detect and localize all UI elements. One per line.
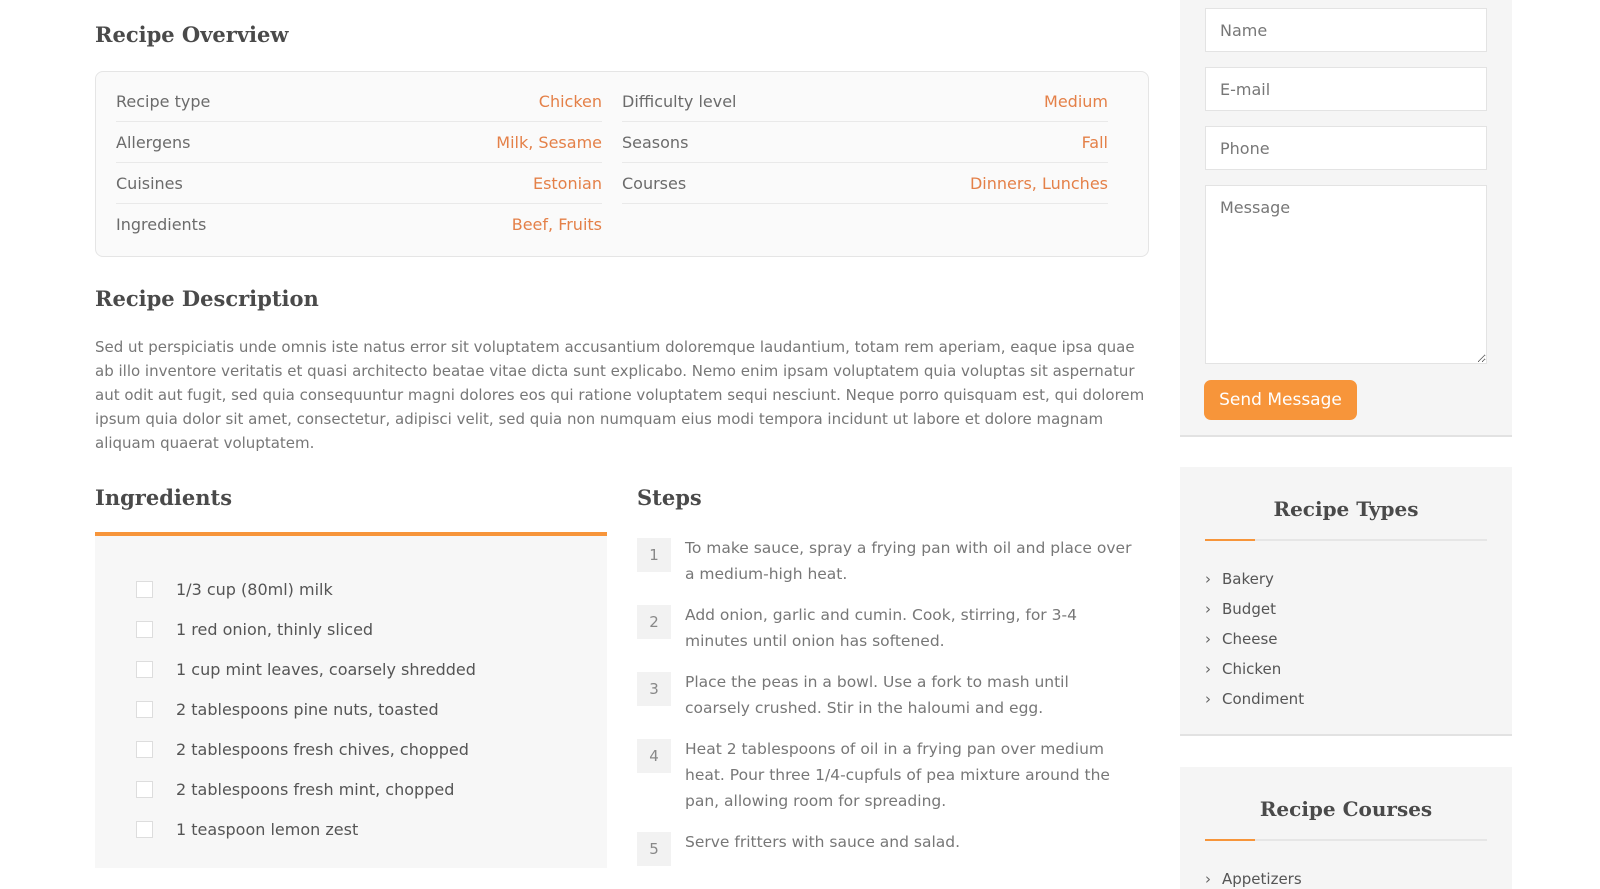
contact-form-widget: [1180, 0, 1512, 437]
overview-value[interactable]: Estonian: [532, 173, 602, 193]
recipe-course-link[interactable]: [1205, 864, 1512, 889]
widget-divider: [1205, 539, 1487, 541]
ingredient-label: 1/3 cup (80ml) milk: [176, 579, 333, 599]
recipe-type-link[interactable]: [1205, 684, 1512, 714]
step-number: 5: [637, 832, 671, 866]
phone-field[interactable]: [1205, 126, 1487, 170]
ingredient-label: 2 tablespoons fresh chives, chopped: [176, 739, 469, 759]
ingredient-checkbox[interactable]: [136, 781, 153, 798]
ingredient-checkbox[interactable]: [136, 661, 153, 678]
step-text: Heat 2 tablespoons of oil in a frying pan over medium heat. Pour three 1/4-cupfuls of pea mixture around the pan, allowing room for spreading.: [685, 740, 1110, 810]
overview-label: Difficulty level: [622, 91, 737, 111]
ingredient-item: [136, 689, 476, 729]
recipe-type-label: Chicken: [1222, 660, 1282, 678]
send-message-button[interactable]: Send Message: [1204, 380, 1357, 420]
step-item: [637, 736, 1137, 814]
ingredient-label: 2 tablespoons fresh mint, chopped: [176, 779, 455, 799]
recipe-types-list: [1205, 564, 1512, 714]
overview-label: Cuisines: [116, 173, 183, 193]
overview-row: [622, 122, 1108, 163]
recipe-description-text: Sed ut perspiciatis unde omnis iste natus error sit voluptatem accusantium doloremque laudantium, totam rem aperiam, eaque ipsa quae ab illo inventore veritatis et quasi architecto beatae vitae dicta sunt explicabo. Nemo enim ipsam voluptatem quia voluptas sit aspernatur aut odit aut fugit, sed quia consequuntur magni dolores eos qui ratione voluptatem sequi nesciunt. Neque porro quisquam est, qui dolorem ipsum quia dolor sit amet, consectetur, adipisci velit, sed quia non numquam eius modi tempora incidunt ut labore et dolore magnam aliquam quaerat voluptatem.: [95, 338, 1145, 452]
step-number: 1: [637, 538, 671, 572]
overview-row: [116, 81, 602, 122]
message-field[interactable]: [1205, 185, 1487, 364]
step-number: 2: [637, 605, 671, 639]
step-item: [637, 669, 1137, 721]
overview-row: [116, 204, 602, 245]
recipe-type-link[interactable]: [1205, 654, 1512, 684]
ingredients-box: [95, 532, 607, 868]
step-number: 4: [637, 739, 671, 773]
recipe-courses-title: Recipe Courses: [1259, 797, 1433, 821]
overview-right-column: [622, 81, 1108, 204]
ingredient-item: [136, 769, 476, 809]
overview-value[interactable]: Dinners, Lunches: [969, 173, 1108, 193]
step-item: [637, 829, 1137, 866]
overview-value[interactable]: Beef, Fruits: [511, 215, 602, 234]
overview-row: [116, 163, 602, 204]
overview-value[interactable]: Milk, Sesame: [496, 132, 602, 152]
recipe-courses-widget: [1180, 767, 1512, 889]
overview-row: [622, 163, 1108, 204]
ingredient-item: [136, 649, 476, 689]
chevron-right-icon: ›: [1205, 630, 1211, 648]
ingredient-checkbox[interactable]: [136, 741, 153, 758]
ingredient-checkbox[interactable]: [136, 621, 153, 638]
recipe-type-label: Bakery: [1222, 570, 1274, 588]
step-item: [637, 535, 1137, 587]
recipe-type-link[interactable]: [1205, 624, 1512, 654]
ingredient-item: [136, 609, 476, 649]
recipe-overview-box: [95, 71, 1149, 257]
name-field[interactable]: [1205, 8, 1487, 52]
recipe-types-title: Recipe Types: [1273, 497, 1419, 521]
recipe-course-label: Appetizers: [1222, 870, 1302, 888]
overview-label: Allergens: [116, 132, 191, 152]
overview-row: [116, 122, 602, 163]
widget-divider-accent: [1205, 839, 1255, 841]
recipe-type-label: Budget: [1222, 600, 1276, 618]
overview-value[interactable]: Medium: [1044, 91, 1108, 111]
email-field[interactable]: [1205, 67, 1487, 111]
ingredient-label: 1 red onion, thinly sliced: [176, 619, 374, 639]
overview-value[interactable]: Chicken: [538, 91, 602, 111]
overview-label: Ingredients: [116, 215, 207, 234]
step-number: 3: [637, 672, 671, 706]
overview-label: Recipe type: [116, 91, 211, 111]
ingredient-label: 1 cup mint leaves, coarsely shredded: [176, 659, 476, 679]
recipe-overview-heading: Recipe Overview: [95, 22, 289, 47]
ingredients-heading: Ingredients: [95, 485, 233, 510]
overview-label: Seasons: [622, 132, 689, 152]
ingredient-checkbox[interactable]: [136, 581, 153, 598]
recipe-type-link[interactable]: [1205, 594, 1512, 624]
ingredient-label: 1 teaspoon lemon zest: [176, 819, 359, 839]
overview-label: Courses: [622, 173, 687, 193]
recipe-description-heading: Recipe Description: [95, 286, 319, 311]
widget-divider-accent: [1205, 539, 1255, 541]
ingredient-item: [136, 809, 476, 849]
overview-value[interactable]: Fall: [1081, 132, 1108, 152]
widget-divider: [1205, 839, 1487, 841]
overview-row: [622, 81, 1108, 122]
chevron-right-icon: ›: [1205, 690, 1211, 708]
recipe-type-label: Condiment: [1222, 690, 1305, 708]
step-text: To make sauce, spray a frying pan with oil and place over a medium-high heat.: [685, 539, 1132, 583]
step-item: [637, 602, 1137, 654]
chevron-right-icon: ›: [1205, 570, 1211, 588]
overview-left-column: [116, 81, 602, 245]
chevron-right-icon: ›: [1205, 660, 1211, 678]
recipe-courses-list: [1205, 864, 1512, 889]
chevron-right-icon: ›: [1205, 600, 1211, 618]
ingredient-item: [136, 569, 476, 609]
ingredient-checkbox[interactable]: [136, 821, 153, 838]
steps-heading: Steps: [637, 485, 702, 510]
steps-list: [637, 535, 1137, 881]
ingredient-checkbox[interactable]: [136, 701, 153, 718]
recipe-type-label: Cheese: [1222, 630, 1278, 648]
ingredients-list: [136, 569, 476, 849]
chevron-right-icon: ›: [1205, 870, 1211, 888]
ingredient-label: 2 tablespoons pine nuts, toasted: [176, 699, 439, 719]
step-text: Add onion, garlic and cumin. Cook, stirring, for 3-4 minutes until onion has softened.: [685, 606, 1077, 650]
ingredient-item: [136, 729, 476, 769]
recipe-type-link[interactable]: [1205, 564, 1512, 594]
recipe-types-widget: [1180, 467, 1512, 736]
step-text: Place the peas in a bowl. Use a fork to mash until coarsely crushed. Stir in the haloumi and egg.: [685, 673, 1069, 717]
step-text: Serve fritters with sauce and salad.: [685, 833, 961, 851]
